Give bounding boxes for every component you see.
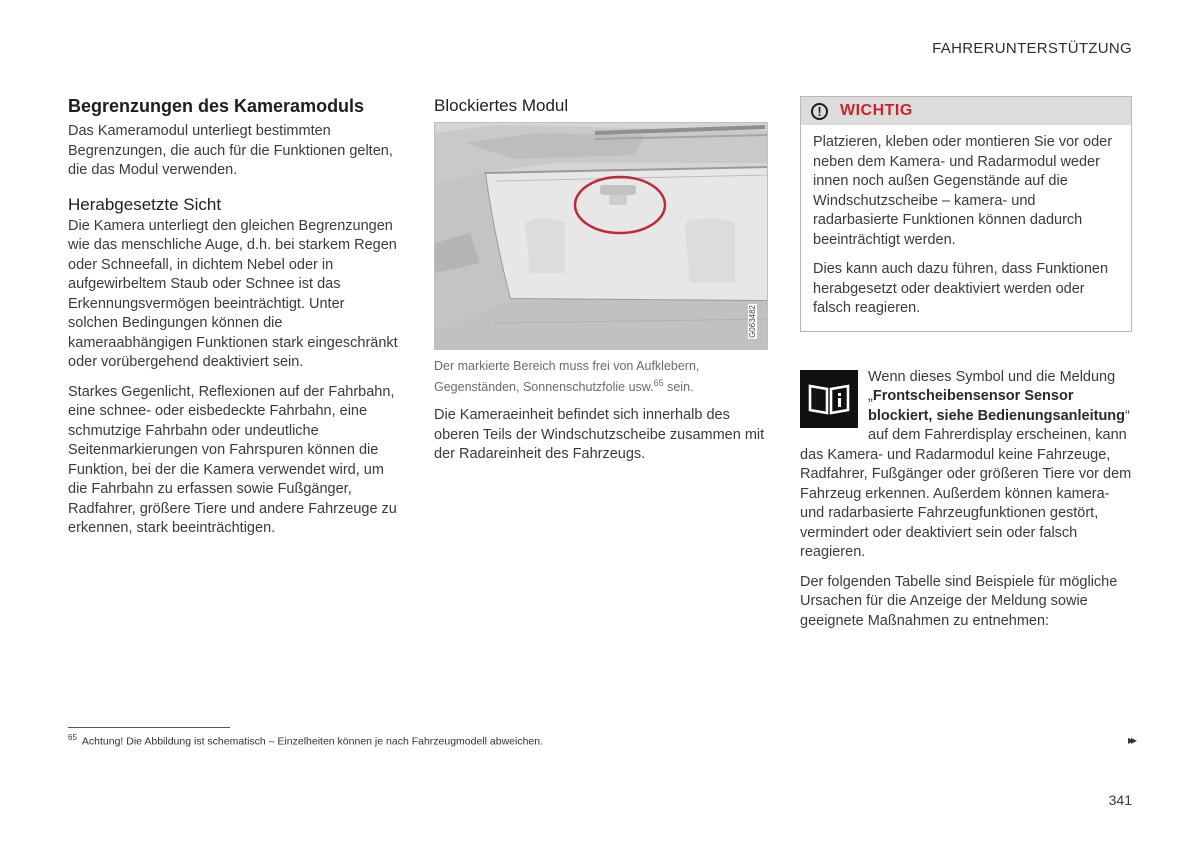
notice-title: WICHTIG bbox=[840, 102, 913, 119]
glare-paragraph: Starkes Gegenlicht, Reflexionen auf der Fahrbahn, eine schnee- oder eisbedeckte Fahrbahn, eine schmutzige Fahrbahn oder undeutliche Seitenmarkierungen von Fahrspuren können die Funktion, bei der die Kamera verwendet wird, um die Fahrbahn zu erfassen sowie Fußgänger, Radfahrer, größere Tiere und andere Fahrzeuge zu erkennen, stark beeinträchtigen. bbox=[68, 383, 397, 536]
display-message: Frontscheibensensor Sensor blockiert, siehe Bedienungsanleitung bbox=[868, 388, 1126, 424]
footnote-text: Achtung! Die Abbildung ist schematisch – Einzelheiten können je nach Fahrzeugmodell abweichen. bbox=[81, 735, 544, 748]
column-middle bbox=[434, 96, 768, 475]
manual-book-icon bbox=[800, 370, 858, 428]
visibility-paragraph: Die Kamera unterliegt den gleichen Begrenzungen wie das menschliche Auge, d.h. bei starkem Regen oder Schneefall, in dichtem Nebel oder in aufgewirbeltem Staub oder Schnee ist das Erkennungsvermögen beeinträchtigt. Unter solchen Bedingungen können die kameraabhängigen Funktionen stark eingeschränkt oder vorübergehend deaktiviert sein. bbox=[68, 217, 398, 370]
table-intro-paragraph: Der folgenden Tabelle sind Beispiele für mögliche Ursachen für die Anzeige der Meldung sowie geeignete Maßnahmen zu entnehmen: bbox=[800, 573, 1118, 629]
important-notice-box bbox=[800, 96, 1132, 332]
column-right bbox=[800, 96, 1132, 641]
windshield-figure bbox=[434, 122, 768, 350]
next-page-arrow-icon[interactable]: ▸▸ bbox=[1127, 733, 1134, 747]
manual-message-section bbox=[800, 368, 1132, 632]
exclamation-icon: ! bbox=[811, 103, 828, 120]
subsection-title-blocked: Blockiertes Modul bbox=[434, 96, 569, 115]
figure-code: G063482 bbox=[748, 305, 757, 338]
figure-caption bbox=[434, 358, 768, 396]
section-header: FAHRERUNTERSTÜTZUNG bbox=[932, 40, 1132, 57]
intro-paragraph: Das Kameramodul unterliegt bestimmten Begrenzungen, die auch für die Funktionen gelten, die das Modul verwenden. bbox=[68, 123, 393, 178]
caption-end: sein. bbox=[663, 380, 694, 395]
notice-header bbox=[801, 97, 1131, 125]
windshield-illustration bbox=[435, 123, 768, 350]
column-left bbox=[68, 96, 398, 549]
section-title: Begrenzungen des Kameramoduls bbox=[68, 96, 365, 116]
page-number: 341 bbox=[1108, 792, 1132, 808]
camera-location-paragraph: Die Kameraeinheit befindet sich innerhalb des oberen Teils der Windschutzscheibe zusammen mit der Radareinheit des Fahrzeugs. bbox=[434, 407, 765, 463]
manual-post: “ auf dem Fahrerdisplay erscheinen, kann das Kamera- und Radarmodul keine Fahrzeuge, Radfahrer, Fußgänger oder größeren Tiere vor dem Fahrzeug erkennen. Außerdem können kamera- und radarbasierte Fahrzeugfunktionen gestört, vermindert oder deaktiviert sein oder falsch reagieren. bbox=[800, 407, 1132, 560]
footnote-number: 65 bbox=[68, 733, 77, 742]
caption-text: Der markierte Bereich muss frei von Aufklebern, Gegenständen, Sonnenschutzfolie usw. bbox=[434, 359, 700, 395]
notice-body bbox=[801, 125, 1131, 331]
manual-pre: Wenn dieses Symbol und die Meldung „ bbox=[868, 368, 1116, 404]
footnote-reference[interactable]: 65 bbox=[653, 378, 664, 388]
footnote bbox=[68, 733, 543, 748]
notice-paragraph-1: Platzieren, kleben oder montieren Sie vor oder neben dem Kamera- und Radarmodul weder innen noch außen Gegenstände auf die Windschutzscheibe – kamera- und radarbasierte Funktionen können dadurch beeinträchtigt werden. bbox=[813, 134, 1113, 248]
notice-paragraph-2: Dies kann auch dazu führen, dass Funktionen herabgesetzt oder deaktiviert werden oder falsch reagieren. bbox=[813, 261, 1109, 316]
subsection-title: Herabgesetzte Sicht bbox=[68, 194, 222, 214]
footnote-divider bbox=[68, 727, 230, 728]
